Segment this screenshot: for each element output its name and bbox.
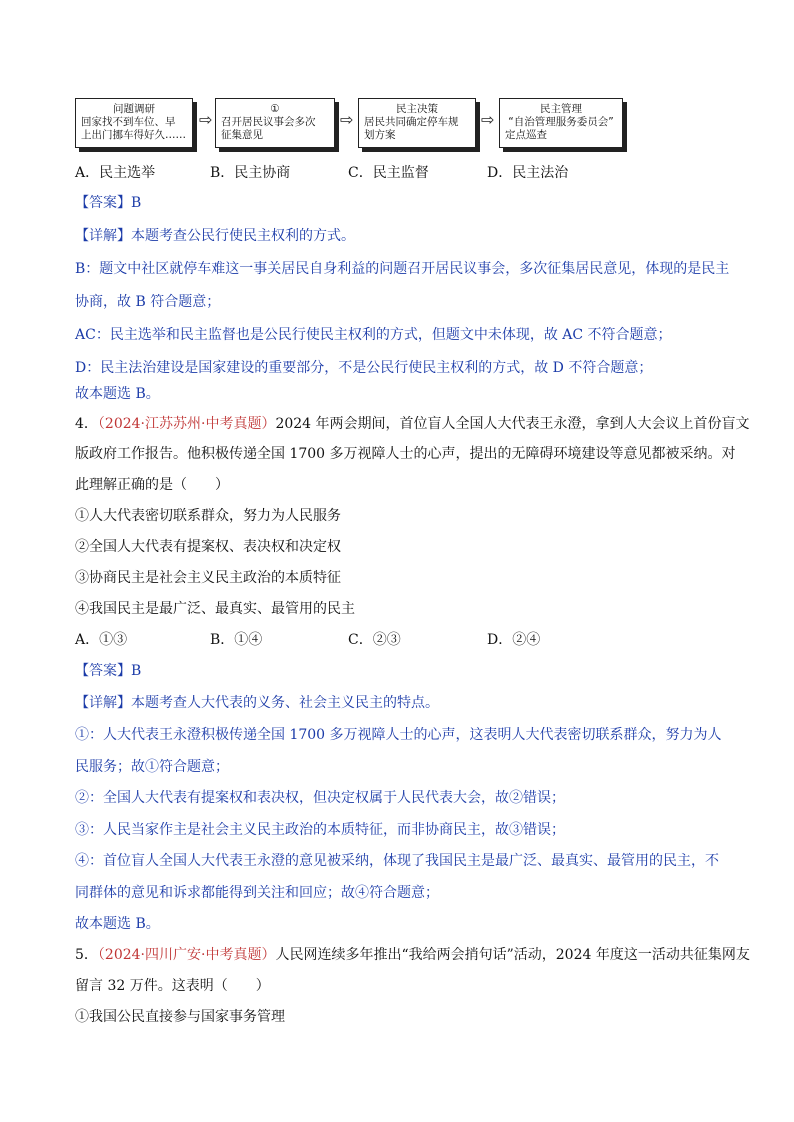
q4-explanation-line: ①：人大代表王永澄积极传递全国 1700 多万视障人士的心声，这表明人大代表密切联系群众，努力为人	[75, 727, 722, 743]
q4-explanation-line: 民服务；故①符合题意；	[75, 759, 229, 775]
q3-detail: 【详解】本题考查公民行使民主权利的方式。	[75, 228, 355, 244]
q3-explanation-line: 协商，故 B 符合题意；	[75, 294, 221, 310]
q5-number: 5．	[75, 947, 98, 963]
flow-box-line: 民主决策	[396, 103, 438, 115]
q4-option-b: B．①④	[210, 632, 263, 648]
q3-answer: 【答案】B	[75, 195, 142, 211]
flow-box-line: “自治管理服务委员会”	[508, 116, 614, 128]
q3-option-c: C．民主监督	[348, 165, 429, 181]
q4-source: （2024·江苏苏州·中考真题）	[97, 416, 276, 432]
q3-explanation-line: D：民主法治建设是国家建设的重要部分，不是公民行使民主权利的方式，故 D 不符合题意；	[75, 360, 653, 376]
q4-stem-text: 2024 年两会期间，首位盲人全国人大代表王永澄，拿到人大会议上首份盲文	[275, 416, 750, 432]
q5-statement: ①我国公民直接参与国家事务管理	[75, 1009, 285, 1025]
q4-statement: ③协商民主是社会主义民主政治的本质特征	[75, 570, 341, 586]
q4-answer: 【答案】B	[75, 663, 142, 679]
flow-box-decision	[358, 98, 476, 148]
flow-box-line: 回家找不到车位、早	[81, 116, 176, 128]
q4-detail: 【详解】本题考查人大代表的义务、社会主义民主的特点。	[75, 695, 439, 711]
flow-arrow-icon: ⇨	[481, 110, 495, 129]
flow-box-line: 定点巡查	[505, 129, 547, 141]
q4-explanation-line: ②：全国人大代表有提案权和表决权，但决定权属于人民代表大会，故②错误；	[75, 790, 565, 806]
q5-stem-line: 留言 32 万件。这表明（ ）	[75, 978, 270, 994]
q4-option-d: D．②④	[487, 632, 541, 648]
q4-conclusion: 故本题选 B。	[75, 916, 160, 932]
flow-box-line: 问题调研	[113, 103, 155, 115]
flow-box-line: 召开居民议事会多次	[221, 116, 316, 128]
q3-conclusion: 故本题选 B。	[75, 386, 160, 402]
flow-box-line: 居民共同确定停车规	[364, 116, 459, 128]
q4-stem-line: 版政府工作报告。他积极传递全国 1700 多万视障人士的心声，提出的无障碍环境建设等意见都被采纳。对	[75, 446, 736, 462]
flow-box-management	[499, 98, 623, 148]
q4-option-c: C．②③	[348, 632, 401, 648]
flowchart	[75, 98, 635, 154]
q4-explanation-line: ③：人民当家作主是社会主义民主政治的本质特征，而非协商民主，故③错误；	[75, 822, 565, 838]
q4-number: 4．	[75, 416, 98, 432]
flow-box-line: 划方案	[364, 129, 396, 141]
flow-box-line: 上出门挪车得好久……	[81, 129, 186, 141]
flow-box-line: ①	[270, 103, 280, 115]
q3-explanation-line: AC：民主选举和民主监督也是公民行使民主权利的方式，但题文中未体现，故 AC 不符合题意；	[75, 327, 672, 343]
q4-statement: ④我国民主是最广泛、最真实、最管用的民主	[75, 601, 355, 617]
q5-source: （2024·四川广安·中考真题）	[97, 947, 276, 963]
q4-statement: ①人大代表密切联系群众，努力为人民服务	[75, 508, 341, 524]
flow-box-line: 征集意见	[221, 129, 263, 141]
q4-stem-line	[75, 414, 750, 434]
q3-explanation-line: B：题文中社区就停车难这一事关居民自身利益的问题召开居民议事会，多次征集居民意见，体现的是民主	[75, 261, 730, 277]
flow-arrow-icon: ⇨	[340, 110, 354, 129]
flow-box-line: 民主管理	[540, 103, 582, 115]
q3-option-d: D．民主法治	[487, 165, 569, 181]
q5-stem-line	[75, 945, 750, 965]
q4-stem-line: 此理解正确的是（ ）	[75, 477, 229, 493]
q4-explanation-line: ④：首位盲人全国人大代表王永澄的意见被采纳，体现了我国民主是最广泛、最真实、最管用的民主，不	[75, 853, 719, 869]
q3-option-a: A．民主选举	[75, 165, 156, 181]
q4-explanation-line: 同群体的意见和诉求都能得到关注和回应；故④符合题意；	[75, 885, 439, 901]
q4-statement: ②全国人大代表有提案权、表决权和决定权	[75, 539, 341, 555]
q5-stem-text: 人民网连续多年推出“我给两会捎句话”活动，2024 年度这一活动共征集网友	[275, 947, 750, 963]
q4-option-a: A．①③	[75, 632, 128, 648]
q3-option-b: B．民主协商	[210, 165, 291, 181]
flow-arrow-icon: ⇨	[199, 110, 213, 129]
flow-box-blank	[215, 98, 335, 148]
flow-box-survey	[75, 98, 193, 148]
